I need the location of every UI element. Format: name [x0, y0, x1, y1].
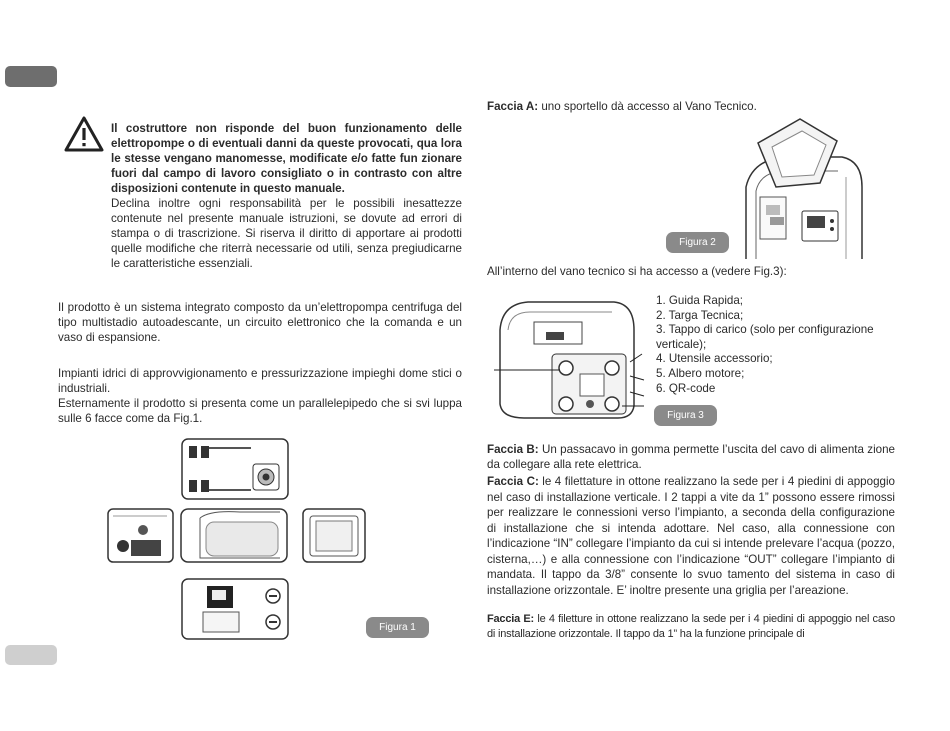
- figure1-front-view: [180, 508, 288, 563]
- list-item: 1. Guida Rapida;: [656, 294, 744, 307]
- faccia-a-label: Faccia A:: [487, 100, 539, 113]
- external-description: Esternamente il prodotto si presenta come un parallelepipedo che si svi luppa sulle 6 facce come da Fig.1.: [58, 397, 462, 425]
- page-tab-bottom: [5, 645, 57, 665]
- figure2-image: [742, 117, 864, 259]
- faccia-c-label: Faccia C:: [487, 475, 539, 488]
- list-item: 4. Utensile accessorio;: [656, 352, 773, 366]
- faccia-b-paragraph: [487, 442, 895, 472]
- warning-disclaimer-text: Declina inoltre ogni responsabilità per le possibili inesattezze contenute nel presente manuale istruzioni, se dovute ad errori di stampa o di trascrizione. Si riserva il diritto di apportare ai prodotti quelle modifiche che riterrà necessarie od utili, senza pregiudicarne le caratteristiche essenziali.: [111, 197, 462, 270]
- vano-tecnico-list: [656, 294, 896, 396]
- figure2-caption: Figura 2: [666, 232, 729, 253]
- figure1-top-view: [181, 438, 289, 500]
- figure1-left-view: [107, 508, 174, 563]
- faccia-c-paragraph: [487, 474, 895, 598]
- page-tab-top: [5, 66, 57, 87]
- figure1-right-view: [302, 508, 366, 563]
- faccia-a-paragraph: [487, 99, 897, 114]
- warning-bold-text: Il costruttore non risponde del buon funzionamento delle elettropompe o di eventuali danni da queste provocati, qua lora le stesse vengano manomesse, modificate e/o fatte fun zionare fuori dal campo di lavoro consigliato o in contrasto con altre disposizioni contenute in questo manuale.: [111, 122, 462, 195]
- list-item: 5. Albero motore;: [656, 366, 745, 380]
- figure3-image: [494, 294, 654, 422]
- faccia-e-text: le 4 filetture in ottone realizzano la sede per i 4 piedini di appoggio nel caso di installazione orizzontale. Il tappo da 1” ha la funzione principale di: [487, 613, 895, 640]
- warning-triangle-icon: [64, 116, 104, 152]
- list-item: 6. QR-code: [656, 381, 716, 395]
- figure3-caption: Figura 3: [654, 405, 717, 426]
- applications-text: Impianti idrici di approvvigionamento e pressurizzazione impieghi dome stici o industriali.: [58, 367, 462, 395]
- list-item: 2. Targa Tecnica;: [656, 308, 744, 322]
- faccia-c-text: le 4 filettature in ottone realizzano la sede per i 4 piedini di appoggio nel caso di installazione verticale. I 2 tappi a vite da 1” possono essere rimossi per realizzare le connessioni verso l’impianto, a seconda della configurazione di installazione che si intenda adottare. Nel caso, alla connessione con l’indicazione “IN” collegare l’impianto da cui si intende prelevare l’acqua (pozzo, cisterna,…) e alla connessione con l’indicazione “OUT” collegare l’impianto di mandata. Il tappo da 3/8” consente lo svuo tamento del sistema in caso di installazione orizzontale. E’ inoltre presente una griglia per l’areazione.: [487, 475, 895, 597]
- faccia-e-label: Faccia E:: [487, 613, 534, 625]
- faccia-e-paragraph: [487, 612, 895, 642]
- vano-tecnico-intro: All’interno del vano tecnico si ha accesso a (vedere Fig.3):: [487, 265, 787, 278]
- faccia-b-label: Faccia B:: [487, 443, 539, 456]
- list-item: verticale);: [656, 337, 707, 351]
- figure1-caption: Figura 1: [366, 617, 429, 638]
- product-description: Il prodotto è un sistema integrato composto da un’elettropompa centrifuga del tipo multistadio autoadescante, un circuito elettronico che la comanda e un vaso di espansione.: [58, 301, 462, 344]
- figure1-bottom-view: [181, 578, 289, 640]
- faccia-a-text: uno sportello dà accesso al Vano Tecnico.: [538, 100, 757, 113]
- list-item: 3. Tappo di carico (solo per configurazione: [656, 323, 874, 337]
- faccia-b-text: Un passacavo in gomma permette l’uscita del cavo di alimenta zione da collegare alla rete elettrica.: [487, 443, 895, 471]
